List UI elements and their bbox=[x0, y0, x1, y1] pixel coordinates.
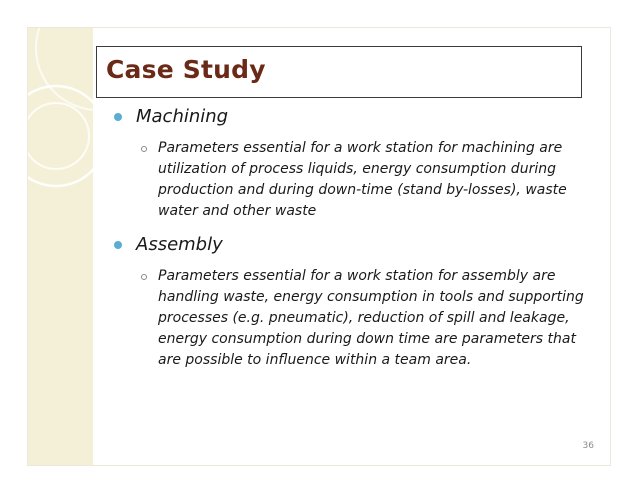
sub-bullet-machining bbox=[108, 138, 603, 222]
bullet-dot-icon bbox=[114, 113, 122, 121]
bullet-heading: Machining bbox=[136, 106, 229, 127]
sub-bullet-text: Parameters essential for a work station for machining are utilization of process liquids, energy consumption during production and during down-time (stand by-losses), waste water and other waste bbox=[158, 140, 567, 219]
sub-bullet-text: Parameters essential for a work station for assembly are handling waste, energy consumption in tools and supporting processes (e.g. pneumatic), reduction of spill and leakage, energy consumption during down time are parameters that are possible to influence within a team area. bbox=[158, 268, 584, 368]
bullet-machining bbox=[108, 104, 603, 130]
title-box bbox=[96, 46, 582, 98]
bullet-assembly bbox=[108, 232, 603, 258]
bullet-dot-icon bbox=[114, 241, 122, 249]
sub-bullet-ring-icon bbox=[141, 146, 147, 152]
sub-bullet-assembly bbox=[108, 266, 603, 371]
slide bbox=[28, 28, 610, 465]
slide-title: Case Study bbox=[106, 55, 266, 84]
bullet-heading: Assembly bbox=[136, 234, 223, 255]
sub-bullet-ring-icon bbox=[141, 274, 147, 280]
page-number: 36 bbox=[582, 441, 594, 451]
slide-content bbox=[108, 104, 603, 371]
